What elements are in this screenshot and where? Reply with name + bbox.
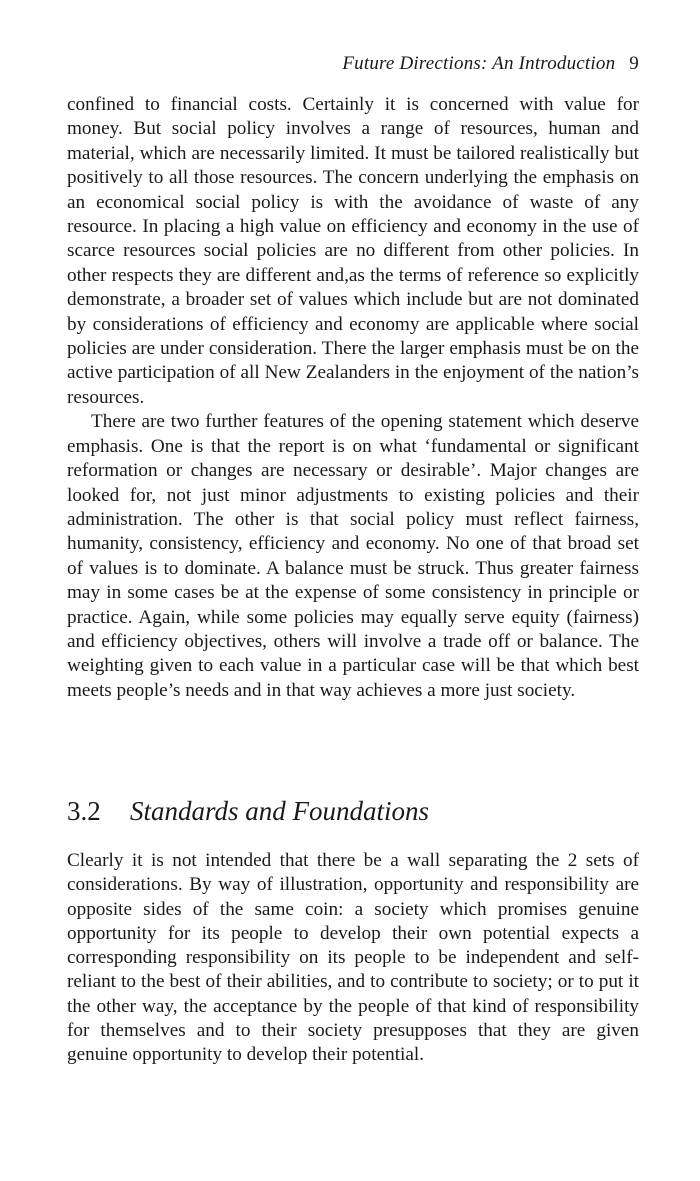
section-title: Standards and Foundations: [130, 796, 430, 826]
paragraph: Clearly it is not intended that there be a wall separating the 2 sets of considerations. By way of illustration, opportunity and responsibility are opposite sides of the same coin: a society which promises genuine opportunity for its people to develop their own potential expects a corresponding responsibility on its people to be independent and self-reliant to the best of their abilities, and to contribute to society; or to put it the other way, the acceptance by the people of that kind of responsibility for themselves and to their society presupposes that they are given genuine opportunity to develop their potential.: [67, 850, 639, 1066]
page-number: 9: [629, 53, 639, 74]
running-header: [342, 53, 639, 75]
body-text-intro: [67, 93, 639, 703]
section-heading: [67, 796, 429, 827]
paragraph: confined to financial costs. Certainly it is concerned with value for money. But social policy involves a range of resources, human and material, which are necessarily limited. It must be tailored realistically but positively to all those resources. The concern underlying the emphasis on an economical social policy is with the avoidance of waste of any resource. In placing a high value on efficiency and economy in the use of scarce resources social policies are no different from other policies. In other respects they are different and,as the terms of reference so explicitly demonstrate, a broader set of values which include but are not dominated by considerations of efficiency and economy are applicable where social policies are under consideration. There the larger emphasis must be on the active participation of all New Zealanders in the enjoyment of the nation’s resources.: [67, 94, 639, 408]
body-text-section: [67, 849, 639, 1068]
paragraph: There are two further features of the opening statement which deserve emphasis. One is that the report is on what ‘fundamental or significant reformation or changes are necessary or desirable’. Major changes are looked for, not just minor adjustments to existing policies and their administration. The other is that social policy must reflect fairness, humanity, consistency, efficiency and economy. No one of that broad set of values is to dominate. A balance must be struck. Thus greater fairness may in some cases be at the expense of some consistency in principle or practice. Again, while some policies may equally serve equity (fairness) and efficiency objectives, others will involve a trade off or balance. The weighting given to each value in a particular case will be that which best meets people’s needs and in that way achieves a more just society.: [67, 411, 639, 701]
section-number: 3.2: [67, 796, 101, 826]
running-header-title: Future Directions: An Introduction: [342, 53, 616, 74]
